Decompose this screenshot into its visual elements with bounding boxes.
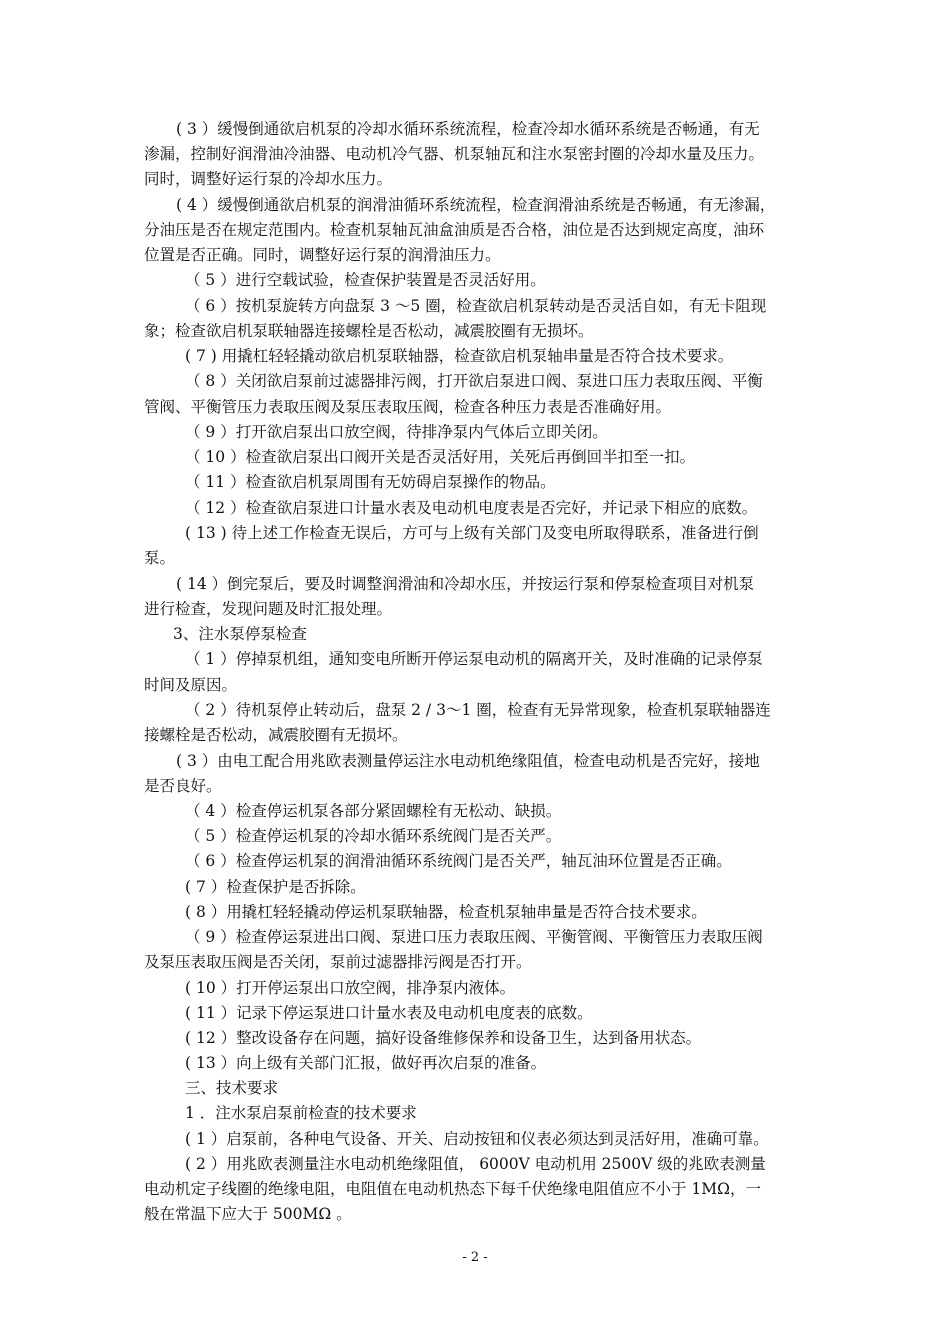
text-line: 三、技术要求: [185, 1079, 279, 1097]
text-line: （ 6 ）检查停运机泵的润滑油循环系统阀门是否关严，轴瓦油环位置是否正确。: [185, 852, 732, 870]
text-line: ( 4 ）缓慢倒通欲启机泵的润滑油循环系统流程，检查润滑油系统是否畅通，有无渗漏，: [176, 196, 776, 214]
text-line: （ 5 ）进行空载试验，检查保护装置是否灵活好用。: [185, 271, 546, 289]
text-line: （ 4 ）检查停运机泵各部分紧固螺栓有无松动、缺损。: [185, 802, 562, 820]
text-line: 接螺栓是否松动，减震胶圈有无损坏。: [144, 726, 408, 744]
text-line: ( 7 ) 用撬杠轻轻撬动欲启机泵联轴器，检查欲启机泵轴串量是否符合技术要求。: [185, 347, 734, 365]
text-line: （ 9 ）打开欲启泵出口放空阀，待排净泵内气体后立即关闭。: [185, 423, 608, 441]
text-line: ( 1 ）启泵前，各种电气设备、开关、启动按钮和仪表必须达到灵活好用，准确可靠。: [185, 1130, 769, 1148]
text-line: （ 1 ）停掉泵机组，通知变电所断开停运泵电动机的隔离开关，及时准确的记录停泵: [185, 650, 763, 668]
text-line: 同时，调整好运行泵的冷却水压力。: [144, 170, 393, 188]
text-line: ( 12 ）整改设备存在问题，搞好设备维修保养和设备卫生，达到备用状态。: [185, 1029, 702, 1047]
text-line: 位置是否正确。同时，调整好运行泵的润滑油压力。: [144, 246, 501, 264]
text-line: 电动机定子线圈的绝缘电阻，电阻值在电动机热态下每千伏绝缘电阻值应不小于 1MΩ，一: [144, 1180, 762, 1198]
text-line: （ 2 ）待机泵停止转动后，盘泵 2 / 3～1 圈，检查有无异常现象，检查机泵联轴器连: [185, 701, 771, 719]
text-line: ( 8 ）用撬杠轻轻撬动停运机泵联轴器，检查机泵轴串量是否符合技术要求。: [185, 903, 707, 921]
text-line: 进行检查，发现问题及时汇报处理。: [144, 600, 393, 618]
text-line: ( 14 ）倒完泵后，要及时调整润滑油和冷却水压，并按运行泵和停泵检查项目对机泵: [176, 575, 755, 593]
text-line: 渗漏，控制好润滑油冷油器、电动机冷气器、机泵轴瓦和注水泵密封圈的冷却水量及压力。: [144, 145, 765, 163]
text-line: ( 11 ）记录下停运泵进口计量水表及电动机电度表的底数。: [185, 1004, 593, 1022]
text-line: 般在常温下应大于 500MΩ 。: [144, 1205, 352, 1223]
text-line: （ 10 ）检查欲启泵出口阀开关是否灵活好用，关死后再倒回半扣至一扣。: [185, 448, 696, 466]
text-line: 管阀、平衡管压力表取压阀及泵压表取压阀，检查各种压力表是否准确好用。: [144, 398, 672, 416]
text-line: 时间及原因。: [144, 676, 238, 694]
text-line: 及泵压表取压阀是否关闭，泵前过滤器排污阀是否打开。: [144, 953, 532, 971]
text-line: ( 3 ）缓慢倒通欲启机泵的冷却水循环系统流程，检查冷却水循环系统是否畅通，有无: [176, 120, 760, 138]
page-number: - 2 -: [462, 1250, 488, 1265]
text-line: 象；检查欲启机泵联轴器连接螺栓是否松动，减震胶圈有无损坏。: [144, 322, 594, 340]
text-line: ( 7 ）检查保护是否拆除。: [185, 878, 366, 896]
text-line: （ 11 ）检查欲启机泵周围有无妨碍启泵操作的物品。: [185, 473, 556, 491]
text-line: 3、注水泵停泵检查: [173, 625, 307, 643]
text-line: ( 10 ）打开停运泵出口放空阀，排净泵内液体。: [185, 979, 516, 997]
text-line: ( 2 ）用兆欧表测量注水电动机绝缘阻值， 6000V 电动机用 2500V 级的兆欧表测量: [185, 1155, 766, 1173]
text-line: 1 ．注水泵启泵前检查的技术要求: [185, 1104, 417, 1122]
text-line: 泵。: [144, 549, 176, 567]
text-line: （ 6 ）按机泵旋转方向盘泵 3 ～5 圈，检查欲启机泵转动是否灵活自如，有无卡阻现: [185, 297, 767, 315]
text-line: （ 9 ）检查停运泵进出口阀、泵进口压力表取压阀、平衡管阀、平衡管压力表取压阀: [185, 928, 763, 946]
text-line: 是否良好。: [144, 777, 222, 795]
text-line: （ 8 ）关闭欲启泵前过滤器排污阀，打开欲启泵进口阀、泵进口压力表取压阀、平衡: [185, 372, 763, 390]
text-line: ( 3 ）由电工配合用兆欧表测量停运注水电动机绝缘阻值，检查电动机是否完好，接地: [176, 752, 760, 770]
text-line: ( 13 ）向上级有关部门汇报，做好再次启泵的准备。: [185, 1054, 547, 1072]
text-line: 分油压是否在规定范围内。检查机泵轴瓦油盒油质是否合格，油位是否达到规定高度，油环: [144, 221, 765, 239]
text-line: （ 5 ）检查停运机泵的冷却水循环系统阀门是否关严。: [185, 827, 562, 845]
text-line: ( 13 ) 待上述工作检查无误后，方可与上级有关部门及变电所取得联系，准备进行倒: [185, 524, 759, 542]
text-line: （ 12 ）检查欲启泵进口计量水表及电动机电度表是否完好，并记录下相应的底数。: [185, 499, 758, 517]
